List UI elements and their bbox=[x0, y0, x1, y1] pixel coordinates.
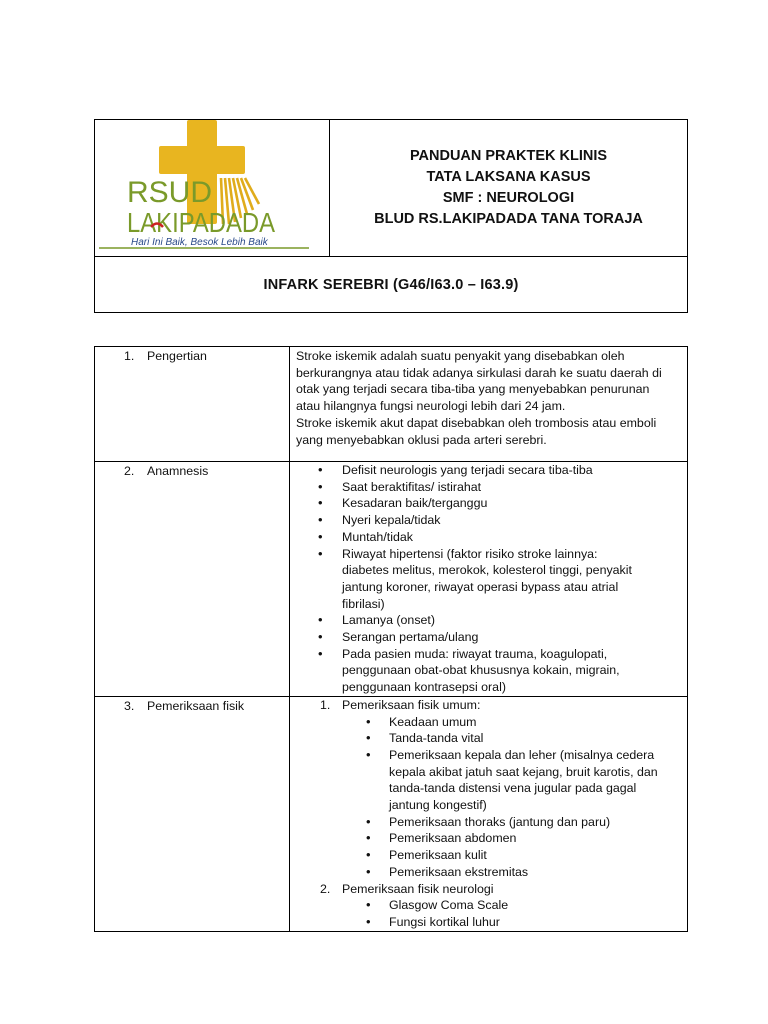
svg-text:LAKIPADADA: LAKIPADADA bbox=[127, 207, 276, 238]
logo-cell bbox=[95, 120, 330, 256]
table-row bbox=[95, 696, 688, 931]
row-label-cell bbox=[95, 347, 290, 462]
text-line: atau hilangnya fungsi neurologi lebih dari 24 jam. bbox=[296, 399, 566, 414]
group-title: Pemeriksaan fisik neurologi bbox=[342, 881, 494, 896]
row-number: 3. bbox=[124, 698, 135, 713]
list-item: • Pemeriksaan thoraks (jantung dan paru) bbox=[342, 814, 677, 831]
list-item: • Pemeriksaan kepala dan leher (misalnya cedera kepala akibat jatuh saat kejang, bruit karotis, dan tanda-tanda distensi vena jugular pada gagal jantung kongestif) bbox=[342, 747, 677, 814]
list-item: • Pemeriksaan ekstremitas bbox=[342, 864, 677, 881]
group-number: 1. bbox=[320, 697, 331, 712]
title-line-4: BLUD RS.LAKIPADADA TANA TORAJA bbox=[374, 211, 643, 227]
title-line-1: PANDUAN PRAKTEK KLINIS bbox=[409, 148, 608, 164]
row-content-cell bbox=[290, 347, 688, 462]
exam-groups bbox=[290, 697, 687, 931]
exam-group bbox=[290, 697, 677, 881]
title-line-2: TATA LAKSANA KASUS bbox=[426, 169, 591, 185]
list-item: • Defisit neurologis yang terjadi secara tiba-tiba bbox=[290, 462, 645, 479]
text-line: yang menyebabkan oklusi pada arteri serebri. bbox=[296, 432, 547, 447]
row-label-cell bbox=[95, 462, 290, 697]
document-header bbox=[94, 119, 688, 313]
exam-sub-list bbox=[342, 897, 677, 930]
row-label-cell bbox=[95, 696, 290, 931]
row-number: 1. bbox=[124, 349, 135, 363]
text-line: Stroke iskemik akut dapat disebabkan oleh trombosis atau emboli bbox=[296, 415, 657, 430]
list-item: • Riwayat hipertensi (faktor risiko stroke lainnya: diabetes melitus, merokok, kolesterol tinggi, penyakit jantung koroner, riwayat operasi bypass atau atrial fibrilasi) bbox=[290, 546, 645, 613]
title-line-3: SMF : NEUROLOGI bbox=[442, 190, 575, 206]
list-item: • Pada pasien muda: riwayat trauma, koagulopati, penggunaan obat-obat khususnya kokain, migrain, penggunaan kontrasepsi oral) bbox=[290, 646, 645, 696]
list-item: • Nyeri kepala/tidak bbox=[290, 512, 645, 529]
list-item: • Lamanya (onset) bbox=[290, 612, 645, 629]
row-content-cell bbox=[290, 696, 688, 931]
text-line: otak yang terjadi secara tiba-tiba yang menyebabkan penurunan bbox=[296, 382, 650, 397]
list-item: • Pemeriksaan abdomen bbox=[342, 830, 677, 847]
definition-paragraph bbox=[290, 347, 687, 448]
exam-sub-list bbox=[342, 714, 677, 881]
document-title bbox=[330, 120, 687, 256]
row-number: 2. bbox=[124, 464, 135, 478]
list-item: • Saat beraktifitas/ istirahat bbox=[290, 479, 645, 496]
text-line: Stroke iskemik adalah suatu penyakit yang disebabkan oleh bbox=[296, 349, 625, 363]
row-title: Anamnesis bbox=[147, 464, 209, 478]
table-row bbox=[95, 462, 688, 697]
text-line: berkurangnya atau tidak adanya sirkulasi darah ke suatu daerah di bbox=[296, 365, 662, 380]
row-title: Pemeriksaan fisik bbox=[147, 698, 245, 713]
guideline-table bbox=[94, 346, 688, 932]
row-content-cell bbox=[290, 462, 688, 697]
list-item: • Keadaan umum bbox=[342, 714, 677, 731]
anamnesis-list bbox=[290, 462, 687, 696]
list-item: • Tanda-tanda vital bbox=[342, 730, 677, 747]
list-item: • Muntah/tidak bbox=[290, 529, 645, 546]
list-item: • Serangan pertama/ulang bbox=[290, 629, 645, 646]
group-number: 2. bbox=[320, 881, 331, 896]
table-row bbox=[95, 347, 688, 462]
exam-group bbox=[290, 881, 677, 931]
row-title: Pengertian bbox=[147, 349, 207, 363]
list-item: • Kesadaran baik/terganggu bbox=[290, 495, 645, 512]
list-item: • Glasgow Coma Scale bbox=[342, 897, 677, 914]
list-item: • Pemeriksaan kulit bbox=[342, 847, 677, 864]
diagnosis-title: INFARK SEREBRI (G46/I63.0 – I63.9) bbox=[95, 256, 687, 312]
svg-text:Hari Ini Baik, Besok Lebih Bai: Hari Ini Baik, Besok Lebih Baik bbox=[131, 237, 268, 248]
group-title: Pemeriksaan fisik umum: bbox=[342, 697, 481, 712]
svg-text:RSUD: RSUD bbox=[127, 176, 213, 209]
rsud-logo bbox=[99, 120, 323, 252]
list-item: • Fungsi kortikal luhur bbox=[342, 914, 677, 931]
